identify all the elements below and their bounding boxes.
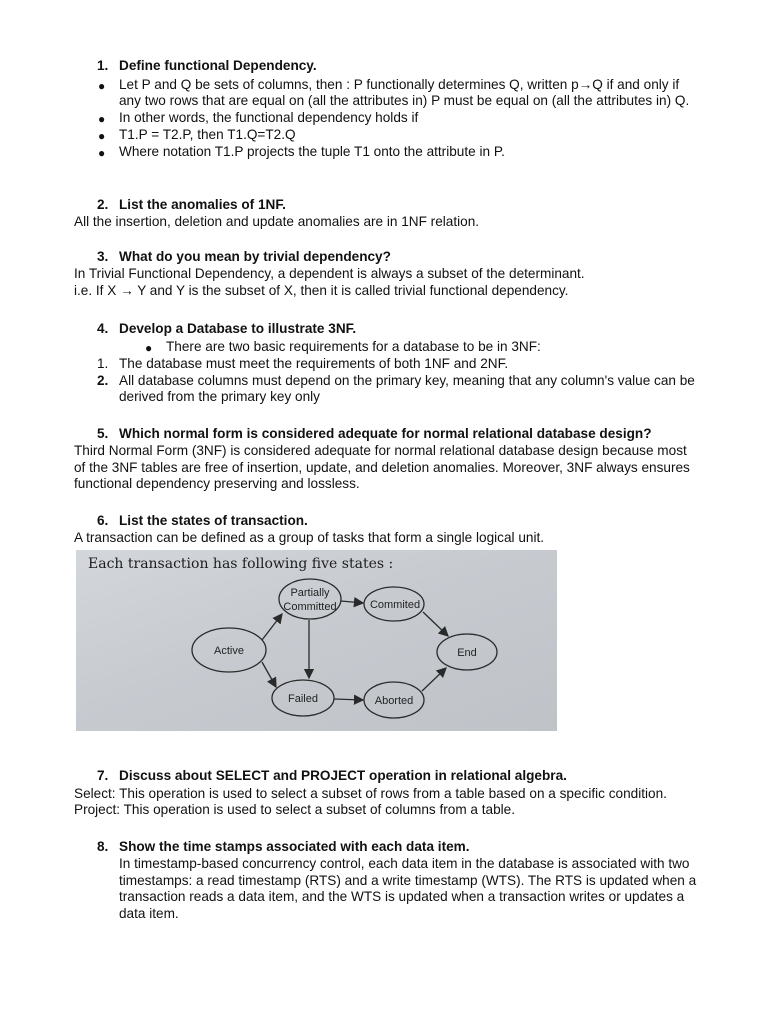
q5-answer-1: Third Normal Form (3NF) is considered adequate for normal relational database design because most xyxy=(74,443,687,458)
q8-answer-1: In timestamp-based concurrency control, each data item in the database is associated with two xyxy=(119,856,690,871)
q7-answer-1: Select: This operation is used to select a subset of rows from a table based on a specific condition. xyxy=(74,786,667,801)
diagram-caption: Each transaction has following five states : xyxy=(88,556,394,572)
q4-title: Develop a Database to illustrate 3NF. xyxy=(119,321,357,336)
q5-title: Which normal form is considered adequate for normal relational database design? xyxy=(119,426,652,441)
label-committed: Commited xyxy=(369,599,421,611)
q3-number: 3. xyxy=(97,249,109,264)
arrow-committed-to-end xyxy=(423,612,448,636)
q4-item-1-number: 1. xyxy=(97,356,109,371)
q8-answer-2: timestamps: a read timestamp (RTS) and a write timestamp (WTS). The RTS is updated when a xyxy=(119,873,697,888)
q4-bullet: There are two basic requirements for a database to be in 3NF: xyxy=(166,339,541,354)
q3-answer-2: i.e. If X → Y and Y is the subset of X, then it is called trivial functional dependency. xyxy=(74,283,569,298)
q4-item-2a: All database columns must depend on the primary key, meaning that any column's value can be xyxy=(119,373,695,388)
q2-number: 2. xyxy=(97,197,109,212)
q7-answer-2: Project: This operation is used to select a subset of columns from a table. xyxy=(74,802,516,817)
q3-answer-1: In Trivial Functional Dependency, a dependent is always a subset of the determinant. xyxy=(74,266,585,281)
q4-item-2b: derived from the primary key only xyxy=(119,389,320,404)
label-active: Active xyxy=(214,645,244,657)
q1-bullet-2: In other words, the functional dependency holds if xyxy=(119,110,419,125)
label-end: End xyxy=(457,647,477,659)
q1-bullet-3: T1.P = T2.P, then T1.Q=T2.Q xyxy=(119,127,296,142)
q8-answer-4: data item. xyxy=(119,906,179,921)
arrow-aborted-to-end xyxy=(422,668,446,691)
label-failed: Failed xyxy=(288,693,318,705)
label-aborted: Aborted xyxy=(374,695,414,707)
arrow-partial-to-committed xyxy=(341,601,363,603)
q2-title: List the anomalies of 1NF. xyxy=(119,197,286,212)
q1-number: 1. xyxy=(97,58,109,73)
q2-answer: All the insertion, deletion and update anomalies are in 1NF relation. xyxy=(74,214,480,229)
state-diagram-layer xyxy=(76,550,557,731)
bullet-dot-icon: ● xyxy=(98,79,106,93)
q6-number: 6. xyxy=(97,513,109,528)
q8-title: Show the time stamps associated with each data item. xyxy=(119,839,470,854)
q7-title: Discuss about SELECT and PROJECT operation in relational algebra. xyxy=(119,768,567,783)
q4-item-1: The database must meet the requirements of both 1NF and 2NF. xyxy=(119,356,509,371)
q7-number: 7. xyxy=(97,768,109,783)
q5-number: 5. xyxy=(97,426,109,441)
q8-answer-3: transaction reads a data item, and the WTS is updated when a transaction writes or updates a xyxy=(119,889,685,904)
bullet-dot-icon: ● xyxy=(98,146,106,160)
transaction-states-diagram xyxy=(76,550,557,731)
q4-number: 4. xyxy=(97,321,109,336)
arrow-failed-to-aborted xyxy=(334,699,363,700)
q5-answer-3: functional dependency preserving and lossless. xyxy=(74,476,360,491)
q4-item-2-number: 2. xyxy=(97,373,109,388)
q1-bullet-1b: any two rows that are equal on (all the attributes in) P must be equal on (all the attributes in) Q. xyxy=(119,93,690,108)
q1-bullet-4: Where notation T1.P projects the tuple T1 onto the attribute in P. xyxy=(119,144,505,159)
q5-answer-2: of the 3NF tables are free of insertion, update, and deletion anomalies. Moreover, 3NF always ensures xyxy=(74,460,690,475)
arrow-active-to-partial xyxy=(262,614,282,640)
arrow-active-to-failed xyxy=(262,662,276,687)
label-committed-partial: Committed xyxy=(283,601,337,613)
bullet-dot-icon: ● xyxy=(98,129,106,143)
q8-number: 8. xyxy=(97,839,109,854)
label-partially: Partially xyxy=(290,587,330,599)
q3-title: What do you mean by trivial dependency? xyxy=(119,249,391,264)
q1-title: Define functional Dependency. xyxy=(119,58,317,73)
bullet-dot-icon: ● xyxy=(145,341,153,355)
q1-bullet-1a: Let P and Q be sets of columns, then : P functionally determines Q, written p→Q if and only if xyxy=(119,77,680,92)
q6-title: List the states of transaction. xyxy=(119,513,308,528)
bullet-dot-icon: ● xyxy=(98,112,106,126)
q6-answer-1: A transaction can be defined as a group of tasks that form a single logical unit. xyxy=(74,530,545,545)
